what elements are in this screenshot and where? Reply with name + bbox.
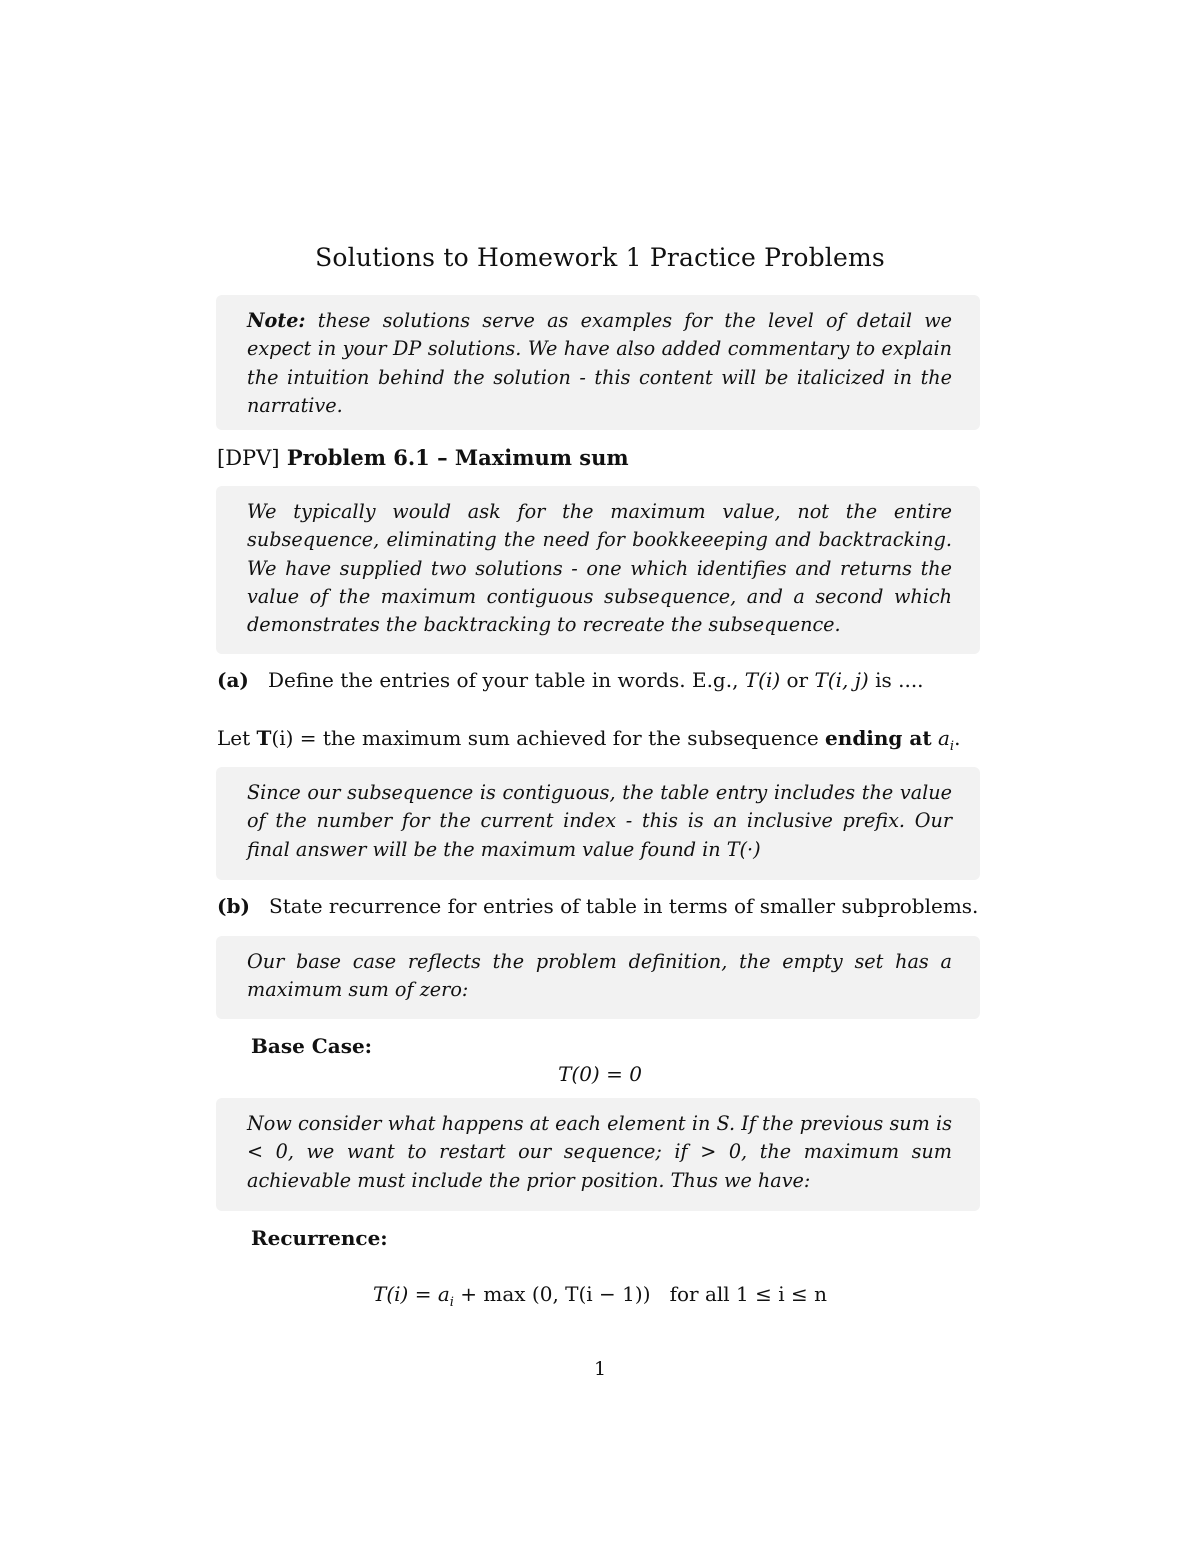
recurrence-lhs: T(i) = a [373,1282,450,1306]
base-commentary-box [216,936,980,1019]
recurrence-commentary-set-s: S [716,1112,729,1135]
recurrence-commentary-text-2: . If the previous sum is < 0, we want to restart our sequence; if > 0, the maximum sum achievable must include the prior position. Thus we have: [247,1112,952,1192]
part-a-math-tij: T(i, j) [814,668,869,692]
answer-definition: (i) = the maximum sum achieved for the subsequence [271,726,819,750]
table-commentary-math: T(·) [726,837,761,861]
problem-title: Problem 6.1 – Maximum sum [286,445,629,470]
part-a-math-ti: T(i) [744,668,781,692]
part-a-label: (a) [217,668,249,692]
intro-commentary-box [216,486,980,654]
answer-period: . [954,726,961,750]
recurrence-commentary-text-1: Now consider what happens at each element in [247,1112,711,1135]
recurrence-label: Recurrence: [251,1226,388,1250]
recurrence-commentary-box [216,1098,980,1211]
part-a-or: or [786,668,809,692]
recurrence-condition: for all 1 ≤ i ≤ n [669,1282,827,1306]
problem-source: [DPV] [217,446,280,470]
note-box [216,295,980,430]
part-b-prompt-text: State recurrence for entries of table in terms of smaller subproblems. [269,894,979,918]
document-title: Solutions to Homework 1 Practice Problems [315,243,885,272]
note-label: Note: [247,309,306,332]
problem-heading [217,445,629,470]
part-a-answer [217,726,960,754]
answer-math-sub: i [949,739,955,754]
answer-math-a: a [937,726,950,750]
part-a-prompt-end: is .... [875,668,924,692]
table-commentary-text: Since our subsequence is contiguous, the table entry includes the value of the number for the current index - this is an inclusive prefix. Our final answer will be the maximum value found in [247,781,952,861]
recurrence-sub: i [449,1295,454,1310]
answer-ending-at: ending at [825,726,932,750]
base-case-label: Base Case: [251,1034,373,1058]
table-commentary-box [216,767,980,880]
page-number: 1 [593,1358,607,1380]
part-b-prompt [217,894,978,918]
part-b-label: (b) [217,894,250,918]
recurrence-rhs: + max (0, T(i − 1)) [453,1282,651,1306]
note-text: these solutions serve as examples for the level of detail we expect in your DP solutions. We have also added commentary to explain the intuition behind the solution - this content will be italicized in the narrative. [247,309,952,417]
intro-commentary-text: We typically would ask for the maximum value, not the entire subsequence, eliminating the need for bookkeeeping and backtracking. We have supplied two solutions - one which identifies and returns the value of the maximum contiguous subsequence, and a second which demonstrates the backtracking to recreate the subsequence. [247,500,952,637]
answer-table-T: T [256,726,272,750]
recurrence-equation [0,1282,1200,1310]
base-commentary-text: Our base case reflects the problem definition, the empty set has a maximum sum of zero: [247,950,952,1002]
answer-let: Let [217,726,251,750]
base-case-equation: T(0) = 0 [558,1062,642,1086]
part-a-prompt [217,668,924,692]
part-a-prompt-text: Define the entries of your table in words. E.g., [267,668,739,692]
